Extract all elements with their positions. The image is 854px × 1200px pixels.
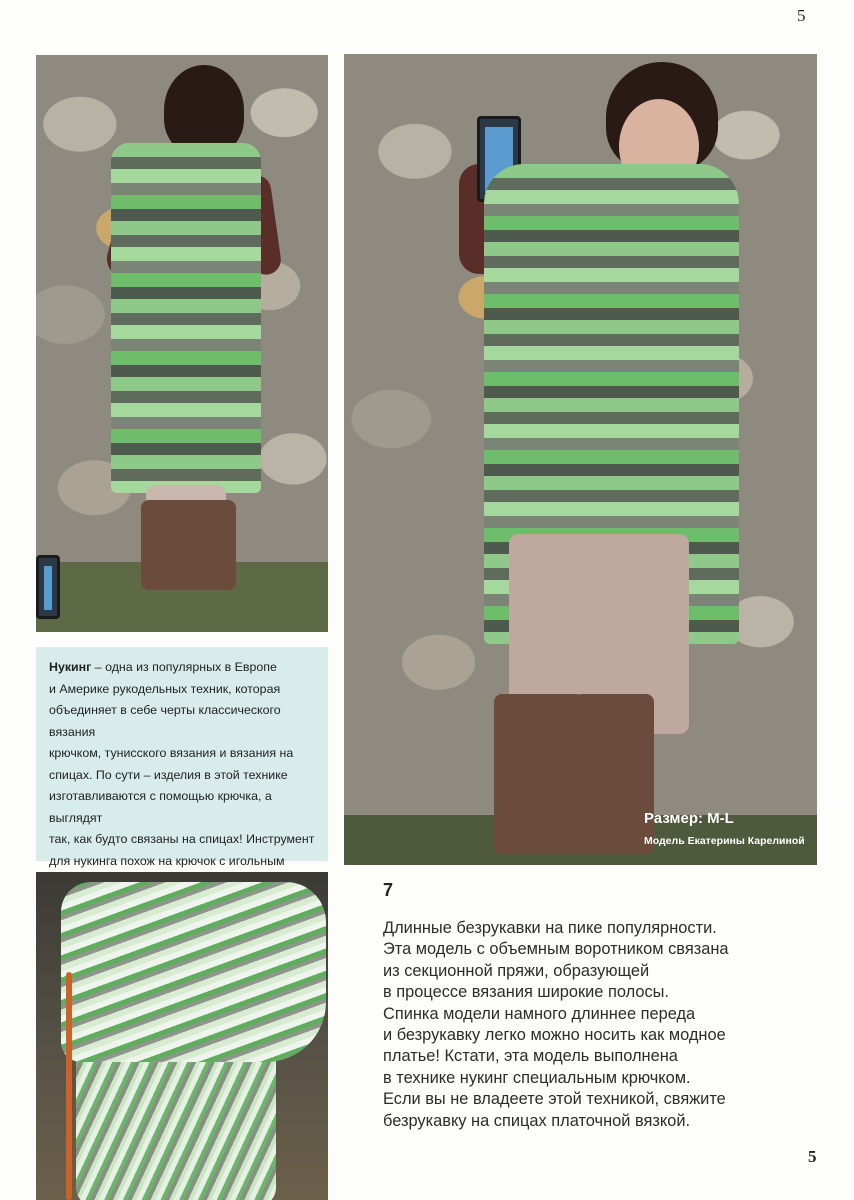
back-view-photo (36, 55, 328, 632)
info-line-3: объединяет в себе черты классического вязания (49, 703, 281, 739)
lantern (36, 555, 60, 619)
info-line-5: спицах. По сути – изделия в этой технике (49, 767, 288, 782)
leg-warmers (141, 500, 236, 590)
desc-line-10: безрукавку на спицах платочной вязкой. (383, 1111, 691, 1130)
nuking-hook (66, 972, 72, 1200)
info-line-2: и Америке рукодельных техник, которая (49, 681, 281, 696)
info-line-1 (49, 657, 318, 679)
desc-line-7: платье! Кстати, эта модель выполнена (383, 1047, 678, 1066)
info-line-1-text: – одна из популярных в Европе (91, 660, 277, 674)
model-caption: Модель Екатерины Карелиной (644, 835, 805, 847)
desc-line-4: в процессе вязания широкие полосы. (383, 983, 669, 1002)
nuking-info-box (36, 647, 328, 868)
article-description (383, 918, 803, 1132)
size-caption: Размер: M-L (644, 810, 734, 827)
desc-line-3: из секционной пряжи, образующей (383, 961, 650, 980)
info-line-4: крючком, тунисского вязания и вязания на (49, 746, 294, 760)
knitted-swatch (61, 882, 326, 1062)
info-line-7: так, как будто связаны на спицах! Инструмент (49, 832, 315, 846)
front-view-photo (344, 54, 817, 865)
hair (164, 65, 244, 155)
desc-line-5: Спинка модели намного длиннее переда (383, 1004, 696, 1023)
info-term: Нукинг (49, 660, 92, 674)
info-line-6: изготавливаются с помощью крючка, а выглядят (49, 789, 272, 825)
info-line-8: для нукинга похож на крючок с игольным (49, 853, 285, 868)
left-boot (494, 694, 584, 854)
desc-line-6: и безрукавку легко можно носить как модное (383, 1026, 726, 1045)
page-number-bottom: 5 (808, 1147, 817, 1166)
page-number-top: 5 (797, 6, 806, 25)
desc-line-9: Если вы не владеете этой техникой, свяжите (383, 1090, 726, 1109)
desc-line-1: Длинные безрукавки на пике популярности. (383, 919, 717, 937)
yarn-cone-photo (36, 872, 328, 1200)
knitted-vest (111, 143, 261, 493)
item-number: 7 (383, 880, 394, 900)
desc-line-8: в технике нукинг специальным крючком. (383, 1068, 691, 1087)
right-boot (574, 694, 654, 854)
desc-line-2: Эта модель с объемным воротником связана (383, 940, 729, 959)
